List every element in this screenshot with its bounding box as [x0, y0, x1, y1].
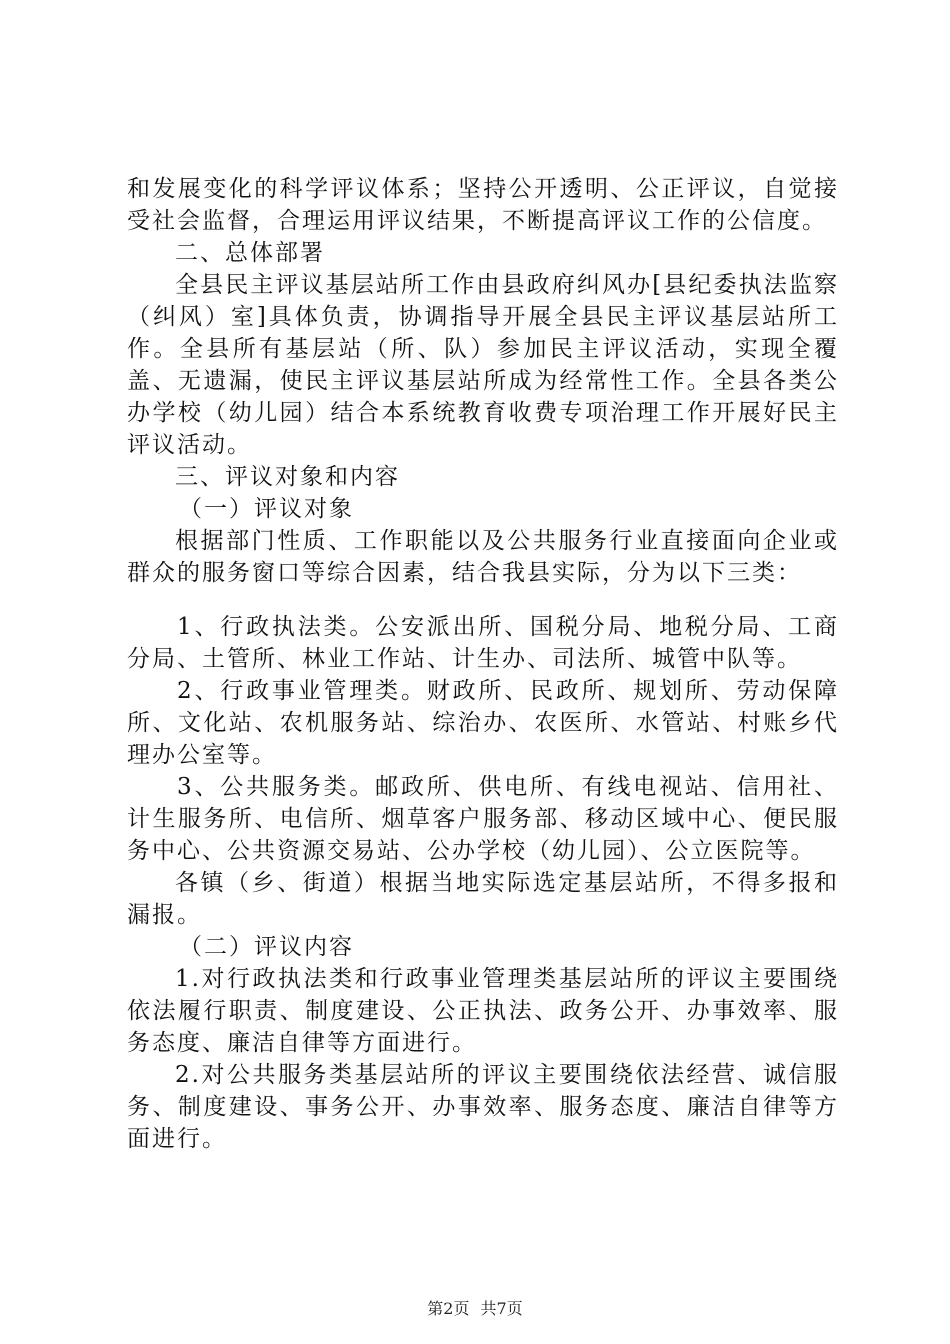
- section-heading-overall-deployment: 二、总体部署: [175, 240, 325, 266]
- paragraph-township-selection: 各镇（乡、街道）根据当地实际选定基层站所，不得多报和漏报。: [127, 870, 839, 928]
- list-item-administrative-enforcement: 1、行政执法类。公安派出所、国税分局、地税分局、工商分局、土管所、林业工作站、计生办、司法所、城管中队等。: [127, 614, 839, 672]
- section-heading-targets-and-content: 三、评议对象和内容: [175, 464, 400, 490]
- paragraph-content-item-1: 1.对行政执法类和行政事业管理类基层站所的评议主要围绕依法履行职责、制度建设、公正执法、政务公开、办事效率、服务态度、廉洁自律等方面进行。: [127, 966, 839, 1056]
- paragraph-categories-intro: 根据部门性质、工作职能以及公共服务行业直接面向企业或群众的服务窗口等综合因素，结合我县实际，分为以下三类：: [127, 528, 839, 586]
- paragraph-gap: [127, 589, 839, 611]
- document-body: [127, 173, 839, 1155]
- subsection-heading-content: （二）评议内容: [179, 934, 354, 960]
- list-item-public-service: 3、公共服务类。邮政所、供电所、有线电视站、信用社、计生服务所、电信所、烟草客户服务部、移动区域中心、便民服务中心、公共资源交易站、公办学校（幼儿园）、公立医院等。: [127, 774, 839, 864]
- subsection-heading-targets: （一）评议对象: [179, 496, 354, 522]
- paragraph-continuation: 和发展变化的科学评议体系；坚持公开透明、公正评议，自觉接受社会监督，合理运用评议结果，不断提高评议工作的公信度。: [127, 176, 839, 234]
- paragraph-overall-deployment: 全县民主评议基层站所工作由县政府纠风办[县纪委执法监察（纠风）室]具体负责，协调指导开展全县民主评议基层站所工作。全县所有基层站（所、队）参加民主评议活动，实现全覆盖、无遗漏，使民主评议基层站所成为经常性工作。全县各类公办学校（幼儿园）结合本系统教育收费专项治理工作开展好民主评议活动。: [127, 272, 839, 458]
- list-item-administrative-management: 2、行政事业管理类。财政所、民政所、规划所、劳动保障所、文化站、农机服务站、综治办、农医所、水管站、村账乡代理办公室等。: [127, 678, 839, 768]
- paragraph-content-item-2: 2.对公共服务类基层站所的评议主要围绕依法经营、诚信服务、制度建设、事务公开、办事效率、服务态度、廉洁自律等方面进行。: [127, 1062, 839, 1152]
- page-number: 第2页: [427, 1299, 470, 1318]
- page-total: 共7页: [480, 1299, 523, 1318]
- page-footer: [0, 1296, 950, 1319]
